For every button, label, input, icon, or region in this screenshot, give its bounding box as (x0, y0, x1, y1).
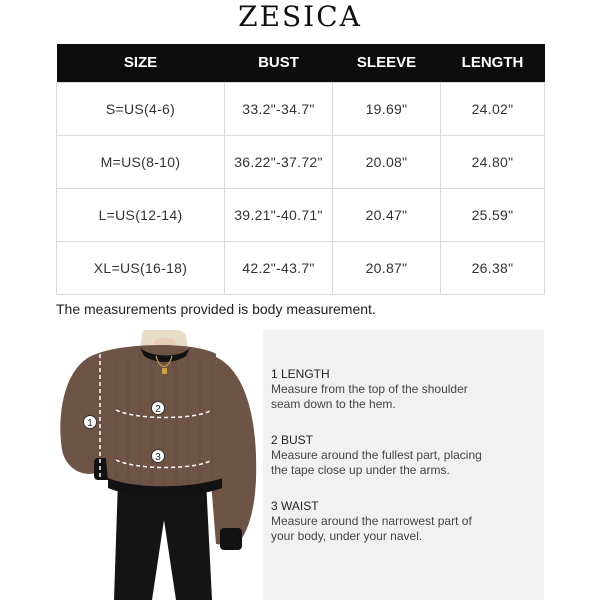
cell-length: 25.59" (441, 188, 545, 241)
cell-length: 24.80" (441, 135, 545, 188)
guide-desc-line: seam down to the hem. (271, 397, 396, 411)
cell-size: S=US(4-6) (57, 82, 225, 135)
table-row (57, 82, 545, 135)
guide-waist (271, 499, 541, 544)
measurement-note: The measurements provided is body measurement. (56, 301, 376, 317)
measurement-guide-panel (263, 330, 544, 600)
guide-title: 1 LENGTH (271, 367, 330, 381)
header-size: SIZE (57, 44, 225, 82)
guide-length (271, 367, 541, 412)
cell-bust: 39.21"-40.71" (225, 188, 333, 241)
header-bust: BUST (225, 44, 333, 82)
header-sleeve: SLEEVE (333, 44, 441, 82)
guide-desc-line: the tape close up under the arms. (271, 463, 450, 477)
cell-sleeve: 19.69" (333, 82, 441, 135)
guide-desc-line: Measure from the top of the shoulder (271, 382, 468, 396)
cell-length: 24.02" (441, 82, 545, 135)
size-chart-table (56, 44, 545, 295)
table-row (57, 135, 545, 188)
table-row (57, 241, 545, 294)
marker-3-label: 3 (155, 452, 161, 463)
model-figure (56, 330, 262, 600)
cell-bust: 33.2"-34.7" (225, 82, 333, 135)
marker-2-label: 2 (155, 404, 161, 415)
model-illustration (56, 330, 262, 600)
cell-length: 26.38" (441, 241, 545, 294)
guide-desc-line: Measure around the fullest part, placing (271, 448, 482, 462)
guide-desc-line: Measure around the narrowest part of (271, 514, 472, 528)
cell-size: L=US(12-14) (57, 188, 225, 241)
cell-sleeve: 20.47" (333, 188, 441, 241)
guide-title: 2 BUST (271, 433, 314, 447)
cell-size: XL=US(16-18) (57, 241, 225, 294)
cell-bust: 36.22"-37.72" (225, 135, 333, 188)
cell-sleeve: 20.87" (333, 241, 441, 294)
table-row (57, 188, 545, 241)
cell-size: M=US(8-10) (57, 135, 225, 188)
marker-1-label: 1 (87, 418, 93, 429)
header-length: LENGTH (441, 44, 545, 82)
brand-logo: ZESICA (238, 0, 362, 33)
guide-bust (271, 433, 541, 478)
guide-title: 3 WAIST (271, 499, 319, 513)
table-header-row (57, 44, 545, 82)
cell-sleeve: 20.08" (333, 135, 441, 188)
cell-bust: 42.2"-43.7" (225, 241, 333, 294)
guide-desc-line: your body, under your navel. (271, 529, 423, 543)
